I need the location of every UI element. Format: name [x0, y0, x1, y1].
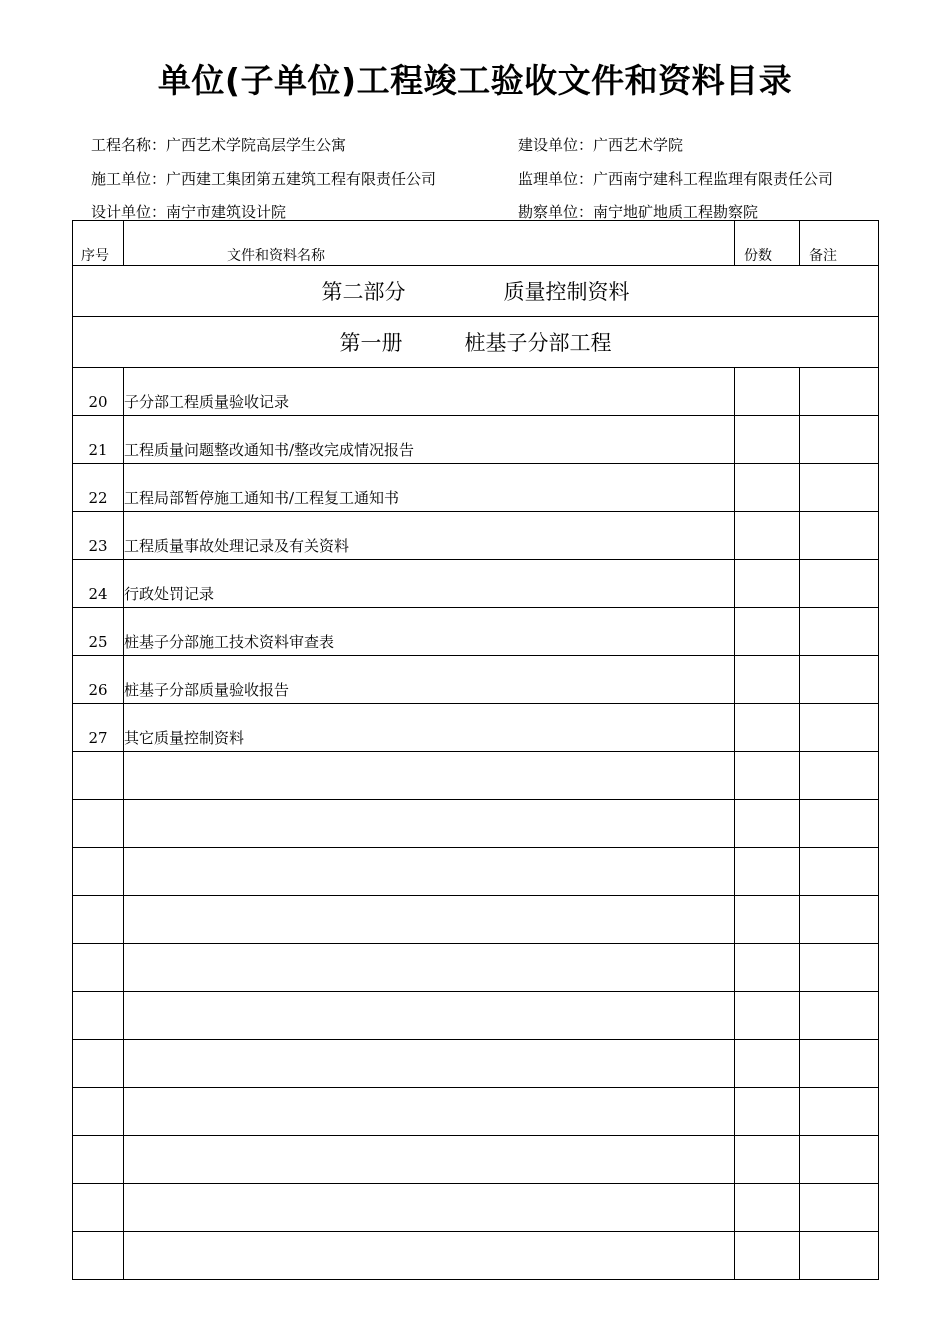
table-row — [73, 944, 879, 992]
table-row — [73, 992, 879, 1040]
row-remark — [800, 608, 879, 656]
row-name: 行政处罚记录 — [124, 560, 735, 608]
contractor: 施工单位：广西建工集团第五建筑工程有限责任公司 — [91, 170, 437, 188]
document-title: 单位(子单位)工程竣工验收文件和资料目录 — [157, 61, 793, 100]
row-copies — [735, 368, 800, 416]
row-no — [73, 848, 124, 896]
row-no: 25 — [73, 608, 124, 656]
row-no: 20 — [73, 368, 124, 416]
row-no — [73, 800, 124, 848]
table-row — [73, 608, 879, 656]
header-remark: 备注 — [800, 221, 879, 266]
table-row — [73, 704, 879, 752]
row-no — [73, 752, 124, 800]
table-row — [73, 800, 879, 848]
row-remark — [800, 464, 879, 512]
table-row — [73, 1232, 879, 1280]
table-row — [73, 512, 879, 560]
row-copies — [735, 1088, 800, 1136]
row-remark — [800, 368, 879, 416]
table-row — [73, 1136, 879, 1184]
section-volume — [73, 317, 879, 368]
row-remark — [800, 1040, 879, 1088]
header-name: 文件和资料名称 — [124, 221, 735, 266]
row-copies — [735, 992, 800, 1040]
row-remark — [800, 656, 879, 704]
row-name — [124, 944, 735, 992]
row-copies — [735, 416, 800, 464]
row-copies — [735, 848, 800, 896]
row-remark — [800, 896, 879, 944]
section-volume-title: 桩基子分部工程 — [464, 331, 612, 355]
row-copies — [735, 1136, 800, 1184]
row-name — [124, 800, 735, 848]
catalog-table — [72, 220, 879, 1280]
row-no: 24 — [73, 560, 124, 608]
row-name: 其它质量控制资料 — [124, 704, 735, 752]
row-no — [73, 1136, 124, 1184]
section-volume-label: 第一册 — [339, 331, 403, 355]
row-name — [124, 848, 735, 896]
row-remark — [800, 800, 879, 848]
row-copies — [735, 944, 800, 992]
row-copies — [735, 608, 800, 656]
row-name: 工程局部暂停施工通知书/工程复工通知书 — [124, 464, 735, 512]
table-row — [73, 560, 879, 608]
row-name — [124, 1232, 735, 1280]
designer: 设计单位：南宁市建筑设计院 — [91, 203, 287, 221]
row-remark — [800, 848, 879, 896]
row-name: 工程质量问题整改通知书/整改完成情况报告 — [124, 416, 735, 464]
table-row — [73, 416, 879, 464]
row-name — [124, 1088, 735, 1136]
row-copies — [735, 1040, 800, 1088]
row-no: 27 — [73, 704, 124, 752]
row-name — [124, 752, 735, 800]
header-copies: 份数 — [735, 221, 800, 266]
row-copies — [735, 896, 800, 944]
row-no: 22 — [73, 464, 124, 512]
table-header-row — [73, 221, 879, 266]
row-name: 工程质量事故处理记录及有关资料 — [124, 512, 735, 560]
row-name: 桩基子分部质量验收报告 — [124, 656, 735, 704]
section-volume-row — [73, 317, 879, 368]
row-remark — [800, 992, 879, 1040]
row-name: 子分部工程质量验收记录 — [124, 368, 735, 416]
row-no: 21 — [73, 416, 124, 464]
row-no — [73, 992, 124, 1040]
row-remark — [800, 416, 879, 464]
row-no — [73, 944, 124, 992]
row-name — [124, 1136, 735, 1184]
row-name — [124, 992, 735, 1040]
row-remark — [800, 512, 879, 560]
row-copies — [735, 656, 800, 704]
table-row — [73, 464, 879, 512]
row-name: 桩基子分部施工技术资料审查表 — [124, 608, 735, 656]
table-row — [73, 752, 879, 800]
surveyor: 勘察单位：南宁地矿地质工程勘察院 — [518, 203, 759, 221]
section-part-label: 第二部分 — [321, 280, 406, 304]
row-copies — [735, 752, 800, 800]
row-no — [73, 896, 124, 944]
table-row — [73, 848, 879, 896]
supervisor: 监理单位：广西南宁建科工程监理有限责任公司 — [518, 170, 834, 188]
row-no — [73, 1088, 124, 1136]
row-remark — [800, 1232, 879, 1280]
row-copies — [735, 1232, 800, 1280]
row-remark — [800, 560, 879, 608]
row-remark — [800, 1136, 879, 1184]
row-no: 23 — [73, 512, 124, 560]
row-name — [124, 1040, 735, 1088]
table-row — [73, 368, 879, 416]
row-no: 26 — [73, 656, 124, 704]
row-remark — [800, 1088, 879, 1136]
row-no — [73, 1184, 124, 1232]
table-row — [73, 896, 879, 944]
project-name: 工程名称：广西艺术学院高层学生公寓 — [91, 136, 347, 154]
table-row — [73, 656, 879, 704]
row-copies — [735, 464, 800, 512]
header-no: 序号 — [73, 221, 124, 266]
row-copies — [735, 560, 800, 608]
row-no — [73, 1040, 124, 1088]
row-remark — [800, 704, 879, 752]
row-copies — [735, 800, 800, 848]
row-name — [124, 896, 735, 944]
table-row — [73, 1088, 879, 1136]
row-remark — [800, 752, 879, 800]
row-remark — [800, 944, 879, 992]
row-name — [124, 1184, 735, 1232]
row-remark — [800, 1184, 879, 1232]
row-no — [73, 1232, 124, 1280]
table-row — [73, 1040, 879, 1088]
section-part-title: 质量控制资料 — [503, 280, 630, 304]
row-copies — [735, 512, 800, 560]
section-part-row — [73, 266, 879, 317]
construction-unit: 建设单位：广西艺术学院 — [518, 136, 684, 154]
row-copies — [735, 704, 800, 752]
table-row — [73, 1184, 879, 1232]
row-copies — [735, 1184, 800, 1232]
section-part — [73, 266, 879, 317]
